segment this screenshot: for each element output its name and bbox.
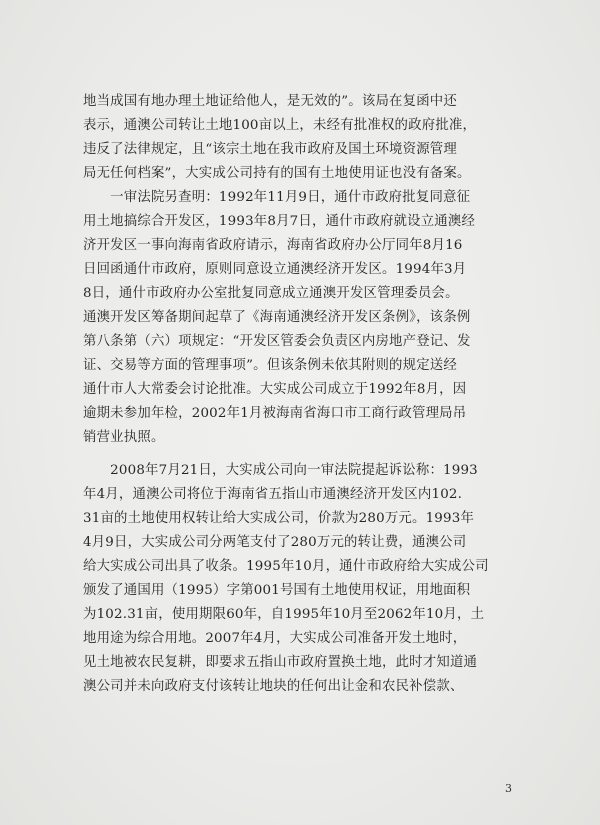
- text-line: 第八条第（六）项规定：“开发区管委会负责区内房地产登记、发: [83, 334, 471, 349]
- text-line: 一审法院另查明：1992年11月9日，通什市政府批复同意征: [83, 190, 471, 205]
- text-line: 2008年7月21日，大实成公司向一审法院提起诉讼称：1993: [83, 463, 478, 478]
- paragraph-2: [83, 186, 523, 450]
- text-line: 济开发区一事向海南省政府请示，海南省政府办公厅同年8月16: [83, 238, 463, 253]
- paragraph-1: [83, 90, 523, 186]
- text-line: 给大实成公司出具了收条。1995年10月，通什市政府给大实成公司: [83, 559, 489, 574]
- text-line: 通什市人大常委会讨论批准。大实成公司成立于1992年8月，因: [83, 382, 467, 397]
- text-line: 地当成国有地办理土地证给他人，是无效的”。该局在复函中还: [83, 94, 457, 109]
- text-line: 年4月，通澳公司将位于海南省五指山市通澳经济开发区内102.: [83, 487, 463, 502]
- page-number: 3: [505, 782, 512, 795]
- text-line: 通澳开发区筹备期间起草了《海南通澳经济开发区条例》，该条例: [83, 310, 471, 325]
- text-line: 证、交易等方面的管理事项”。但该条例未依其附则的规定送经: [83, 358, 457, 373]
- text-line: 逾期未参加年检，2002年1月被海南省海口市工商行政管理局吊: [83, 406, 467, 421]
- text-line: 地用途为综合用地。2007年4月，大实成公司准备开发土地时，: [83, 631, 467, 646]
- paragraph-3: [83, 459, 523, 699]
- text-line: 4月9日，大实成公司分两笔支付了280万元的转让费，通澳公司: [83, 535, 467, 550]
- text-line: 销营业执照。: [83, 430, 165, 445]
- text-line: 31亩的土地使用权转让给大实成公司，价款为280万元。1993年: [83, 511, 475, 526]
- text-line: 违反了法律规定，且“该宗土地在我市政府及国土环境资源管理: [83, 142, 457, 157]
- text-line: 日回函通什市政府，原则同意设立通澳经济开发区。1994年3月: [83, 262, 467, 277]
- text-line: 表示，通澳公司转让土地100亩以上，未经有批准权的政府批准，: [83, 118, 477, 133]
- text-line: 见土地被农民复耕，即要求五指山市政府置换土地，此时才知道通: [83, 655, 478, 670]
- document-body: [83, 90, 523, 699]
- text-line: 澳公司并未向政府支付该转让地块的任何出让金和农民补偿款、: [83, 679, 464, 694]
- text-line: 局无任何档案”，大实成公司持有的国有土地使用证也没有备案。: [83, 166, 471, 181]
- text-line: 颁发了通国用（1995）字第001号国有土地使用权证，用地面积: [83, 583, 471, 598]
- text-line: 用土地搞综合开发区，1993年8月7日，通什市政府就设立通澳经: [83, 214, 476, 229]
- text-line: 8日，通什市政府办公室批复同意成立通澳开发区管理委员会。: [83, 286, 459, 301]
- text-line: 为102.31亩，使用期限60年，自1995年10月至2062年10月，土: [83, 607, 485, 622]
